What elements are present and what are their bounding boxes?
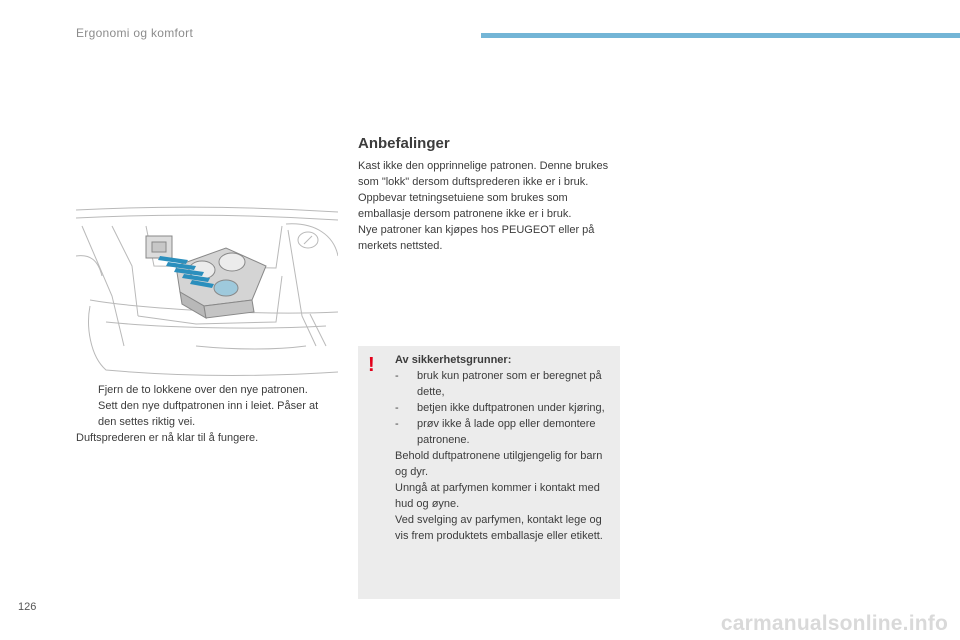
glovebox-illustration: [76, 196, 338, 378]
instruction-item: [76, 398, 338, 430]
recommendation-paragraph: Oppbevar tetningsetuiene som brukes som emballasje dersom patronene ikke er i bruk.: [358, 192, 572, 220]
instruction-text: Fjern de to lokkene over den nye patronen.: [98, 384, 308, 396]
section-title: Ergonomi og komfort: [76, 26, 194, 40]
closing-text: Duftsprederen er nå klar til å fungere.: [76, 432, 259, 444]
watermark: carmanualsonline.info: [720, 612, 948, 635]
instruction-text: Sett den nye duftpatronen inn i leiet. Påser at den settes riktig vei.: [98, 400, 319, 428]
warning-icon: !: [368, 354, 375, 376]
warning-paragraph: Ved svelging av parfymen, kontakt lege og vis frem produktets emballasje eller etikett.: [395, 514, 603, 542]
instruction-item: [76, 382, 338, 398]
warning-content: [395, 352, 615, 544]
page-number: 126: [18, 601, 37, 613]
warning-item: [395, 368, 615, 400]
warning-item-text: prøv ikke å lade opp eller demontere patronene.: [417, 418, 596, 446]
dash-marker: -: [395, 418, 399, 430]
perfume-cartridge-drawing: [76, 196, 338, 378]
instructions: [76, 382, 338, 446]
dash-marker: -: [395, 402, 399, 414]
recommendations-body: [358, 158, 614, 254]
warning-paragraph: Behold duftpatronene utilgjengelig for barn og dyr.: [395, 450, 603, 478]
recommendations-heading: Anbefalinger: [358, 135, 450, 152]
warning-item: [395, 400, 615, 416]
warning-paragraph: Unngå at parfymen kommer i kontakt med hud og øyne.: [395, 482, 600, 510]
warning-title: Av sikkerhetsgrunner:: [395, 354, 512, 366]
header-accent-bar: [481, 33, 960, 38]
warning-item: [395, 416, 615, 448]
warning-item-text: betjen ikke duftpatronen under kjøring,: [417, 402, 605, 414]
safety-warning-box: [358, 346, 620, 599]
recommendation-paragraph: Kast ikke den opprinnelige patronen. Denne brukes som "lokk" dersom duftsprederen ikke er i bruk.: [358, 160, 609, 188]
warning-item-text: bruk kun patroner som er beregnet på dette,: [417, 370, 602, 398]
recommendation-paragraph: Nye patroner kan kjøpes hos PEUGEOT eller på merkets nettsted.: [358, 224, 595, 252]
dash-marker: -: [395, 370, 399, 382]
